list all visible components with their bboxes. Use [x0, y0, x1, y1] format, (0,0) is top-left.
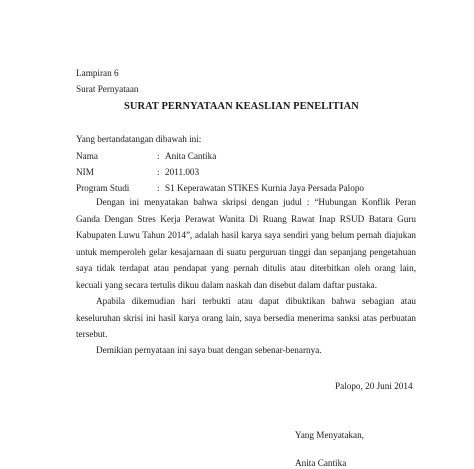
document-title: SURAT PERNYATAAN KEASLIAN PENELITIAN	[124, 101, 359, 112]
identity-colon: :	[157, 151, 160, 161]
identity-colon: :	[157, 167, 160, 177]
document-subject: Surat Pernyataan	[76, 84, 139, 94]
identity-colon: :	[157, 183, 160, 193]
identity-value: S1 Keperawatan STIKES Kurnia Jaya Persada Palopo	[165, 183, 365, 193]
identity-label: NIM	[76, 167, 94, 177]
declarant-label: Yang Menyatakan,	[295, 430, 364, 440]
condition-paragraph: Apabila dikemudian hari terbukti atau dapat dibuktikan bahwa sebagian atau keseluruhan skrisi ini hasil karya orang lain, saya bersedia menerima sanksi atas perbuatan tersebut.	[76, 296, 416, 339]
identity-value: Anita Cantika	[165, 151, 217, 161]
signatory-name: Anita Cantika	[295, 458, 347, 468]
intro-line: Yang bertandatangan dibawah ini:	[76, 134, 202, 144]
identity-value: 2011.003	[165, 167, 200, 177]
identity-label: Program Studi	[76, 183, 130, 193]
identity-label: Nama	[76, 151, 98, 161]
attachment-label: Lampiran 6	[76, 68, 119, 78]
statement-paragraph: Dengan ini menyatakan bahwa skripsi dengan judul : “Hubungan Konflik Peran Ganda Dengan Stres Kerja Perawat Wanita Di Ruang Rawat Inap RSUD Batara Guru Kabupaten Luwu Tahun 2014”, adalah hasil karya saya sendiri yang belum pernah diajukan untuk memperoleh gelar kesajarnaan di suatu perguruan tinggi dan sepanjang pengetahuan saya tidak terdapat atau pendapat yang pernah ditulis atau diterbitkan oleh orang lain, kecuali yang secara tertulis dikuu dalam naskah dan disebut dalam daftar pustaka.	[76, 197, 416, 290]
closing-paragraph: Demikian pernyataan ini saya buat dengan sebenar-benarnya.	[96, 345, 322, 355]
place-date: Palopo, 20 Juni 2014	[335, 381, 413, 391]
